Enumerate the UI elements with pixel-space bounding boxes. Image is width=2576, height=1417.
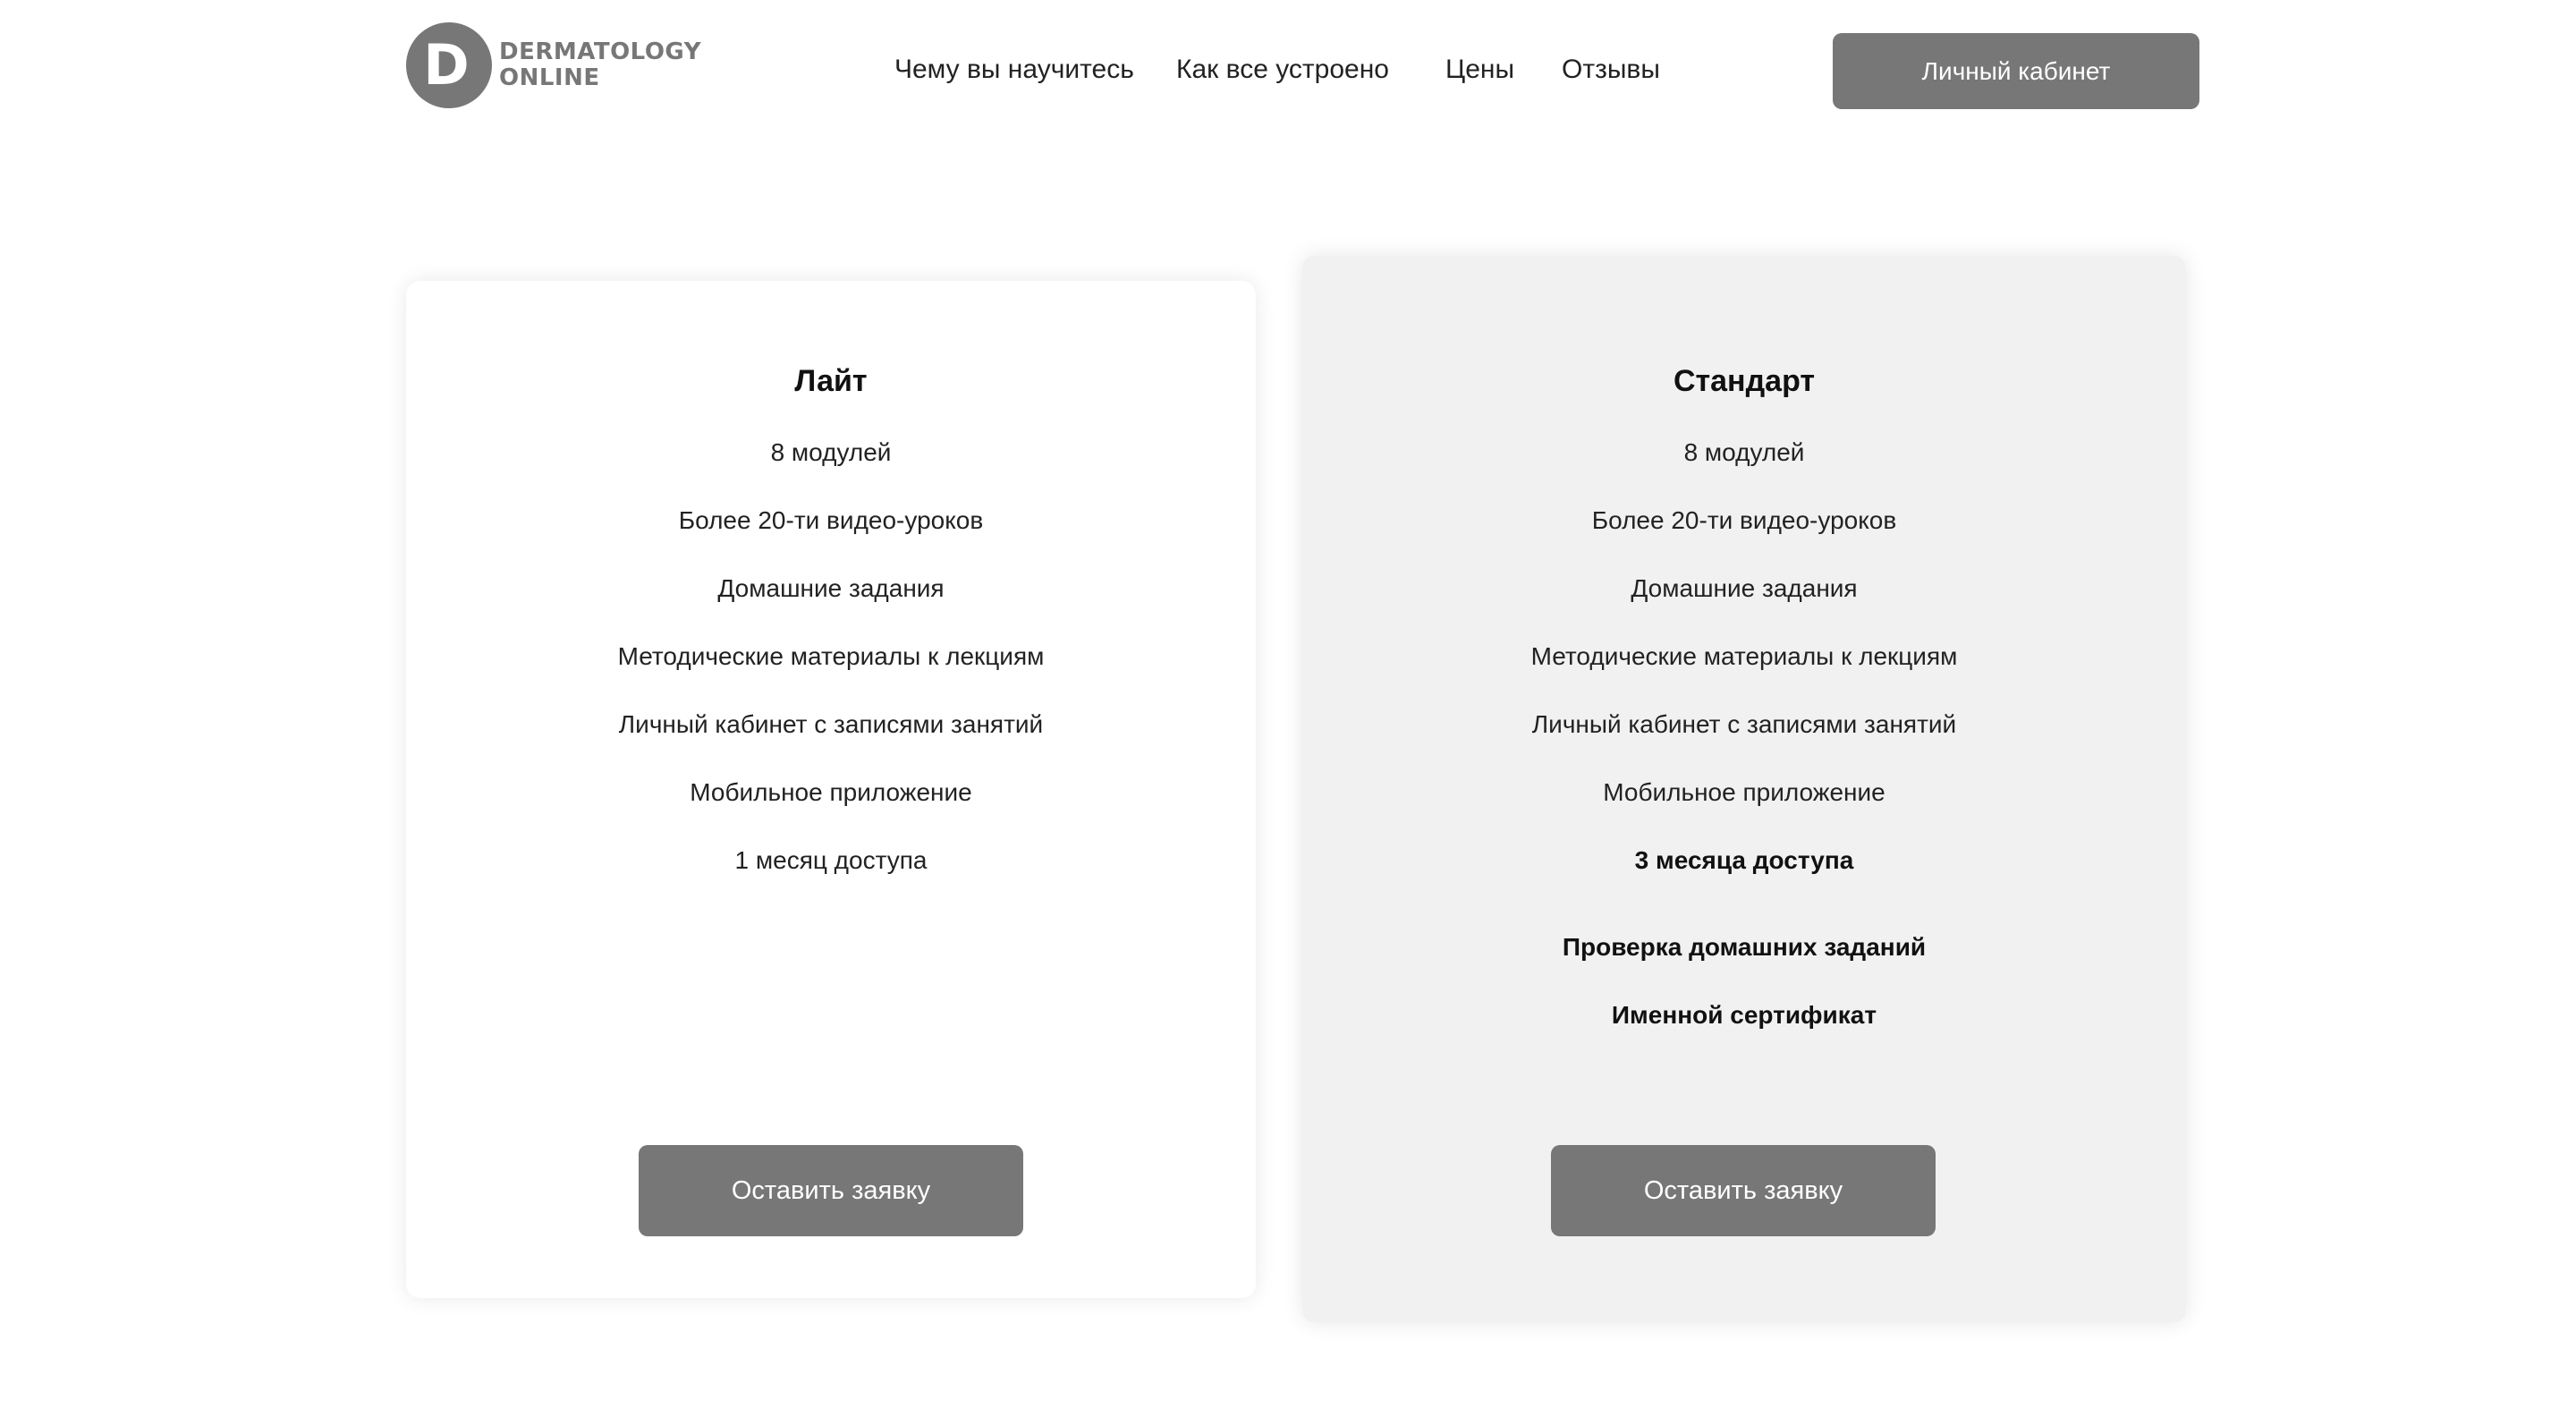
plan-feature: Более 20-ти видео-уроков	[678, 506, 984, 534]
personal-cabinet-button[interactable]: Личный кабинет	[1833, 33, 2199, 109]
plan-highlight: Именной сертификат	[1611, 1001, 1877, 1029]
plan-feature: 1 месяц доступа	[734, 846, 928, 874]
nav-link-reviews[interactable]: Отзывы	[1562, 55, 1660, 84]
plan-feature: Домашние задания	[1631, 574, 1858, 602]
nav-link-how-it-works[interactable]: Как все устроено	[1176, 55, 1389, 84]
plan-highlight: 3 месяца доступа	[1634, 846, 1854, 874]
nav-link-learn[interactable]: Чему вы научитесь	[894, 55, 1134, 84]
plan-feature: Мобильное приложение	[1603, 778, 1885, 806]
plan-feature: Более 20-ти видео-уроков	[1591, 506, 1897, 534]
site-header	[0, 0, 2576, 143]
logo-line-2: ONLINE	[499, 64, 600, 91]
plan-feature: Домашние задания	[717, 574, 945, 602]
plan-card-standard	[1302, 256, 2186, 1322]
plan-highlight: Проверка домашних заданий	[1562, 933, 1927, 961]
plan-title: Лайт	[794, 364, 868, 398]
nav-link-prices[interactable]: Цены	[1445, 55, 1515, 84]
apply-button-lite[interactable]: Оставить заявку	[639, 1145, 1023, 1236]
plan-feature: Мобильное приложение	[690, 778, 972, 806]
plan-title: Стандарт	[1673, 364, 1816, 398]
plan-feature: 8 модулей	[1683, 438, 1805, 466]
logo-line-1: DERMATOLOGY	[499, 38, 702, 65]
plan-feature: 8 модулей	[770, 438, 892, 466]
apply-button-standard[interactable]: Оставить заявку	[1551, 1145, 1936, 1236]
plan-feature: Методические материалы к лекциям	[1530, 642, 1958, 670]
plan-card-lite	[406, 281, 1256, 1298]
logo-mark: D	[406, 22, 492, 108]
plan-feature: Личный кабинет с записями занятий	[1531, 710, 1957, 738]
plan-feature: Личный кабинет с записями занятий	[618, 710, 1044, 738]
plan-feature: Методические материалы к лекциям	[617, 642, 1045, 670]
